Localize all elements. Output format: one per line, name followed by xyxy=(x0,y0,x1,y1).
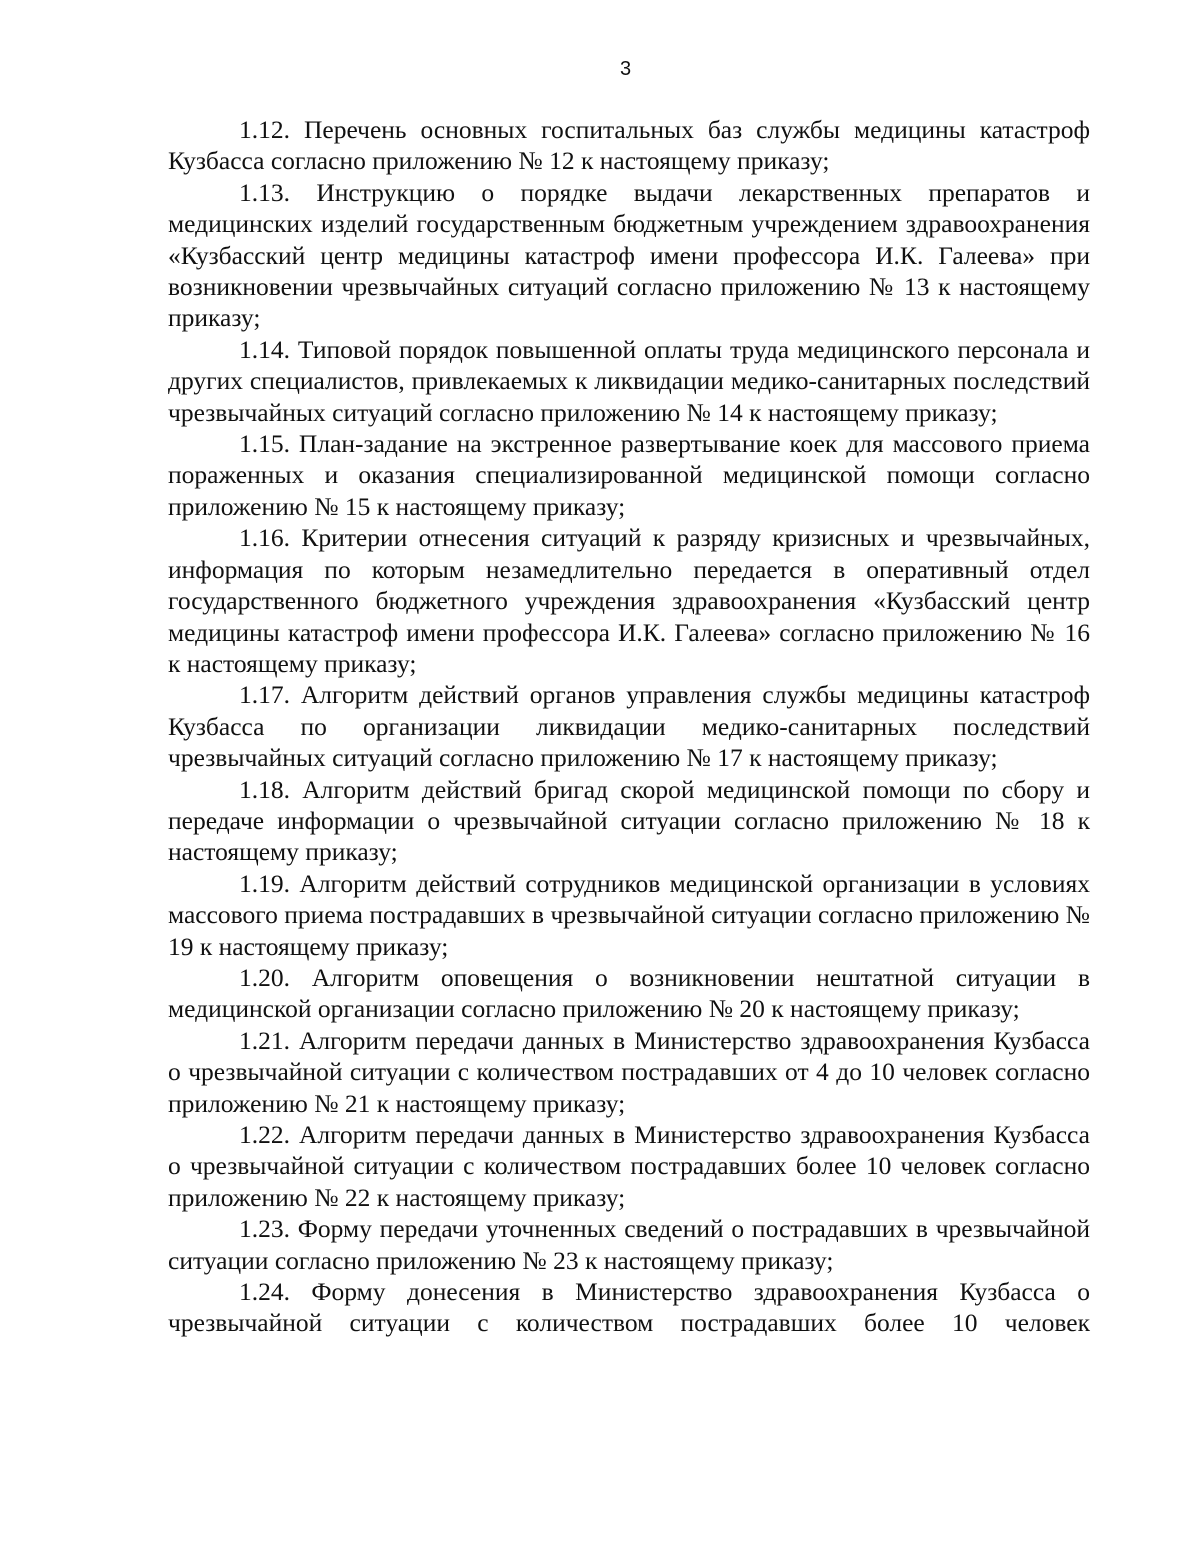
paragraph-1-23: 1.23. Форму передачи уточненных сведений о пострадавших в чрезвычайной ситуации согласно приложению № 23 к настоящему приказу; xyxy=(168,1214,1090,1275)
paragraph-1-24: 1.24. Форму донесения в Министерство здравоохранения Кузбасса о чрезвычайной ситуации с количеством пострадавших более 10 человек xyxy=(168,1277,1090,1338)
page-number: 3 xyxy=(619,58,632,80)
paragraph-1-16: 1.16. Критерии отнесения ситуаций к разряду кризисных и чрезвычайных, информация по которым незамедлительно передается в оперативный отдел государственного бюджетного учреждения здравоохранения «Кузбасский центр медицины катастроф имени профессора И.К. Галеева» согласно приложению № 16 к настоящему приказу; xyxy=(168,523,1090,678)
paragraph-1-12: 1.12. Перечень основных госпитальных баз службы медицины катастроф Кузбасса согласно приложению № 12 к настоящему приказу; xyxy=(168,115,1090,176)
paragraph-1-17: 1.17. Алгоритм действий органов управления службы медицины катастроф Кузбасса по организации ликвидации медико-санитарных последствий чрезвычайных ситуаций согласно приложению № 17 к настоящему приказу; xyxy=(168,680,1090,773)
paragraph-1-19: 1.19. Алгоритм действий сотрудников медицинской организации в условиях массового приема пострадавших в чрезвычайной ситуации согласно приложению № 19 к настоящему приказу; xyxy=(168,868,1090,961)
paragraph-1-22: 1.22. Алгоритм передачи данных в Министерство здравоохранения Кузбасса о чрезвычайной ситуации с количеством пострадавших более 10 человек согласно приложению № 22 к настоящему приказу; xyxy=(168,1120,1090,1212)
paragraph-1-18: 1.18. Алгоритм действий бригад скорой медицинской помощи по сбору и передаче информации о чрезвычайной ситуации согласно приложению № 18 к настоящему приказу; xyxy=(168,774,1090,867)
paragraph-1-21: 1.21. Алгоритм передачи данных в Министерство здравоохранения Кузбасса о чрезвычайной ситуации с количеством пострадавших от 4 до 10 человек согласно приложению № 21 к настоящему приказу; xyxy=(168,1025,1090,1118)
paragraph-1-20: 1.20. Алгоритм оповещения о возникновении нештатной ситуации в медицинской организации согласно приложению № 20 к настоящему приказу; xyxy=(168,962,1090,1024)
document-body xyxy=(168,114,1090,1339)
paragraph-1-15: 1.15. План-задание на экстренное развертывание коек для массового приема пораженных и оказания специализированной медицинской помощи согласно приложению № 15 к настоящему приказу; xyxy=(168,429,1090,521)
paragraph-1-14: 1.14. Типовой порядок повышенной оплаты труда медицинского персонала и других специалистов, привлекаемых к ликвидации медико-санитарных последствий чрезвычайных ситуаций согласно приложению № 14 к настоящему приказу; xyxy=(168,334,1090,427)
paragraph-1-13: 1.13. Инструкцию о порядке выдачи лекарственных препаратов и медицинских изделий государственным бюджетным учреждением здравоохранения «Кузбасский центр медицины катастроф имени профессора И.К. Галеева» при возникновении чрезвычайных ситуаций согласно приложению № 13 к настоящему приказу; xyxy=(168,177,1090,333)
